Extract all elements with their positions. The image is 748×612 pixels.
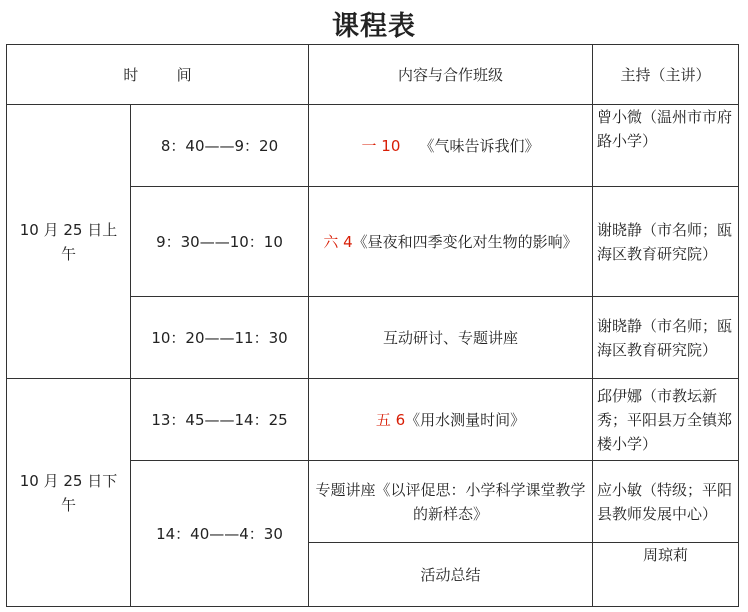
schedule-table bbox=[6, 44, 739, 607]
host-cell: 曾小微（温州市市府路小学） bbox=[593, 105, 739, 187]
host-cell: 谢晓静（市名师；瓯海区教育研究院） bbox=[593, 297, 739, 379]
content-cell: 专题讲座《以评促思：小学科学课堂教学的新样态》 bbox=[309, 461, 593, 543]
class-label: 一 10 bbox=[361, 136, 401, 155]
header-content: 内容与合作班级 bbox=[309, 45, 593, 105]
course-title: 《用水测量时间》 bbox=[405, 410, 526, 429]
header-host: 主持（主讲） bbox=[593, 45, 739, 105]
time-cell: 8：40——9：20 bbox=[131, 105, 309, 187]
header-time: 时 间 bbox=[7, 45, 309, 105]
table-row bbox=[7, 105, 739, 187]
host-cell: 谢晓静（市名师；瓯海区教育研究院） bbox=[593, 187, 739, 297]
time-cell: 9：30——10：10 bbox=[131, 187, 309, 297]
time-cell: 14：40——4：30 bbox=[131, 461, 309, 607]
host-cell: 邱伊娜（市教坛新秀；平阳县万全镇郑楼小学） bbox=[593, 379, 739, 461]
table-header-row bbox=[7, 45, 739, 105]
date-afternoon: 10 月 25 日下午 bbox=[7, 379, 131, 607]
time-cell: 13：45——14：25 bbox=[131, 379, 309, 461]
content-cell bbox=[309, 187, 593, 297]
host-cell: 应小敏（特级；平阳县教师发展中心） bbox=[593, 461, 739, 543]
class-label: 六 4 bbox=[323, 232, 353, 251]
content-cell bbox=[309, 379, 593, 461]
class-label: 五 6 bbox=[375, 410, 406, 429]
host-cell: 周琼莉 bbox=[593, 543, 739, 607]
content-cell: 互动研讨、专题讲座 bbox=[309, 297, 593, 379]
content-cell: 活动总结 bbox=[309, 543, 593, 607]
content-cell bbox=[309, 105, 593, 187]
course-title: 《昼夜和四季变化对生物的影响》 bbox=[352, 232, 578, 251]
time-cell: 10：20——11：30 bbox=[131, 297, 309, 379]
course-title: 《气味告诉我们》 bbox=[419, 136, 540, 155]
table-row bbox=[7, 379, 739, 461]
page-title: 课程表 bbox=[332, 11, 416, 42]
date-morning: 10 月 25 日上午 bbox=[7, 105, 131, 379]
